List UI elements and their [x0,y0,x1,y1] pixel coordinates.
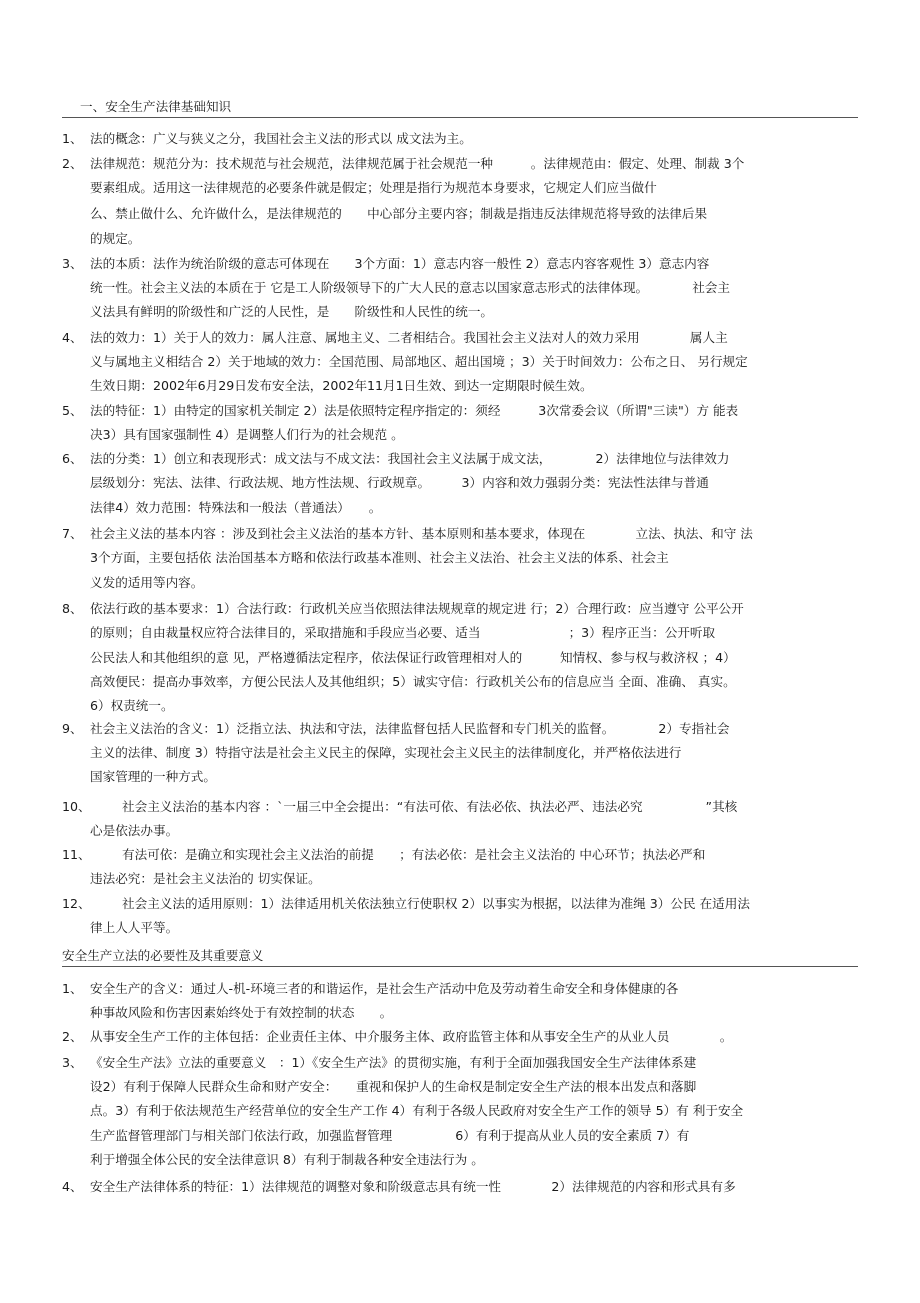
item-line: 依法行政的基本要求：1）合法行政：行政机关应当依照法律法规规章的规定进 行；2）合理行政：应当遵守 公平公开 [90,601,744,616]
item-number: 4、 [62,1179,83,1194]
item-number: 3、 [62,256,83,271]
section-title: 一、安全生产法律基础知识 [80,99,232,114]
item-line: 律上人人平等。 [90,920,179,935]
item-line: 6）权责统一。 [90,698,174,713]
item-number: 10、 [62,799,91,814]
item-line: 法的本质：法作为统治阶级的意志可体现在 3个方面：1）意志内容一般性 2）意志内容客观性 3）意志内容 [90,256,710,271]
item-line: 法的分类：1）创立和表现形式：成文法与不成文法：我国社会主义法属于成文法， 2）法律地位与法律效力 [90,451,730,466]
item-line: 国家管理的一种方式。 [90,769,216,784]
item-line: 么、禁止做什么、允许做什么，是法律规范的 中心部分主要内容；制裁是指违反法律规范将导致的法律后果 [90,206,708,221]
item-line: 高效便民：提高办事效率，方便公民法人及其他组织；5）诚实守信：行政机关公布的信息应当 全面、准确、 真实。 [90,674,736,689]
item-number: 6、 [62,451,83,466]
item-line: 社会主义法的适用原则：1）法律适用机关依法独立行使职权 2）以事实为根据，以法律为准绳 3）公民 在适用法 [122,896,750,911]
item-number: 2、 [62,1029,83,1044]
item-line: 义发的适用等内容。 [90,575,204,590]
item-line: 法的概念：广义与狭义之分，我国社会主义法的形式以 成文法为主。 [90,131,472,146]
item-line: 从事安全生产工作的主体包括：企业责任主体、中介服务主体、政府监管主体和从事安全生产的从业人员 。 [90,1029,733,1044]
item-line: 安全生产法律体系的特征：1）法律规范的调整对象和阶级意志具有统一性 2）法律规范的内容和形式具有多 [90,1179,736,1194]
item-line: 统一性。社会主义法的本质在于 它是工人阶级领导下的广大人民的意志以国家意志形式的法律体现。 社会主 [90,280,730,295]
item-line: 3个方面，主要包括依 法治国基本方略和依法行政基本准则、社会主义法治、社会主义法的体系、社会主 [90,550,669,565]
item-number: 1、 [62,981,83,996]
item-line: 《安全生产法》立法的重要意义 ：1）《安全生产法》的贯彻实施，有利于全面加强我国安全生产法律体系建 [90,1055,697,1070]
section-heading-legislation-significance [62,946,858,967]
section-title: 安全生产立法的必要性及其重要意义 [62,948,264,963]
item-line: 社会主义法治的基本内容 ：`一届三中全会提出：“有法可依、有法必依、执法必严、违法必究 ”其核 [122,799,738,814]
item-number: 5、 [62,403,83,418]
item-number: 7、 [62,526,83,541]
item-number: 2、 [62,156,83,171]
item-line: 点。3）有利于依法规范生产经营单位的安全生产工作 4）有利于各级人民政府对安全生产工作的领导 5）有 利于安全 [90,1103,744,1118]
item-line: 设2）有利于保障人民群众生命和财产安全： 重视和保护人的生命权是制定安全生产法的根本出发点和落脚 [90,1079,697,1094]
item-number: 12、 [62,896,91,911]
item-line: 社会主义法的基本内容 ：涉及到社会主义法治的基本方针、基本原则和基本要求，体现在 立法、执法、和守 法 [90,526,753,541]
item-line: 违法必究：是社会主义法治的 切实保证。 [90,871,321,886]
item-number: 11、 [62,847,91,862]
section-heading-legal-basics [62,97,858,118]
item-line: 利于增强全体公民的安全法律意识 8）有利于制裁各种安全违法行为 。 [90,1152,484,1167]
item-line: 有法可依：是确立和实现社会主义法治的前提 ；有法必依：是社会主义法治的 中心环节；执法必严和 [122,847,706,862]
item-number: 1、 [62,131,83,146]
item-line: 层级划分：宪法、法律、行政法规、地方性法规、行政规章。 3）内容和效力强弱分类：宪法性法律与普通 [90,475,709,490]
item-line: 义与属地主义相结合 2）关于地域的效力：全国范围、局部地区、超出国境 ；3）关于时间效力：公布之日、 另行规定 [90,354,748,369]
item-number: 8、 [62,601,83,616]
item-line: 的规定。 [90,231,141,246]
item-line: 决3）具有国家强制性 4）是调整人们行为的社会规范 。 [90,427,404,442]
item-line: 法的效力：1）关于人的效力：属人注意、属地主义、二者相结合。我国社会主义法对人的效力采用 属人主 [90,330,728,345]
item-line: 种事故风险和伤害因素始终处于有效控制的状态 。 [90,1005,393,1020]
item-line: 要素组成。适用这一法律规范的必要条件就是假定；处理是指行为规范本身要求，它规定人们应当做什 [90,180,657,195]
item-number: 9、 [62,721,83,736]
item-number: 4、 [62,330,83,345]
item-line: 心是依法办事。 [90,823,179,838]
item-line: 的原则；自由裁量权应符合法律目的，采取措施和手段应当必要、适当 ；3）程序正当：公开听取 [90,625,716,640]
item-line: 义法具有鲜明的阶级性和广泛的人民性，是 阶级性和人民性的统一。 [90,304,493,319]
item-line: 公民法人和其他组织的意 见，严格遵循法定程序，依法保证行政管理相对人的 知情权、参与权与救济权 ；4） [90,650,736,665]
item-line: 法的特征：1）由特定的国家机关制定 2）法是依照特定程序指定的：须经 3次常委会议（所谓"三读"）方 能表 [90,403,739,418]
item-line: 社会主义法治的含义：1）泛指立法、执法和守法，法律监督包括人民监督和专门机关的监督。 2）专指社会 [90,721,730,736]
item-line: 生产监督管理部门与相关部门依法行政，加强监督管理 6）有利于提高从业人员的安全素质 7）有 [90,1128,690,1143]
item-number: 3、 [62,1055,83,1070]
item-line: 法律规范：规范分为：技术规范与社会规范，法律规范属于社会规范一种 。法律规范由：假定、处理、制裁 3个 [90,156,745,171]
item-line: 法律4）效力范围：特殊法和一般法（普通法） 。 [90,500,382,515]
item-line: 生效日期：2002年6月29日发布安全法，2002年11月1日生效、到达一定期限时候生效。 [90,378,593,393]
item-line: 安全生产的含义：通过人-机-环境三者的和谐运作，是社会生产活动中危及劳动着生命安全和身体健康的各 [90,981,679,996]
item-line: 主义的法律、制度 3）特指守法是社会主义民主的保障，实现社会主义民主的法律制度化，并严格依法进行 [90,745,682,760]
